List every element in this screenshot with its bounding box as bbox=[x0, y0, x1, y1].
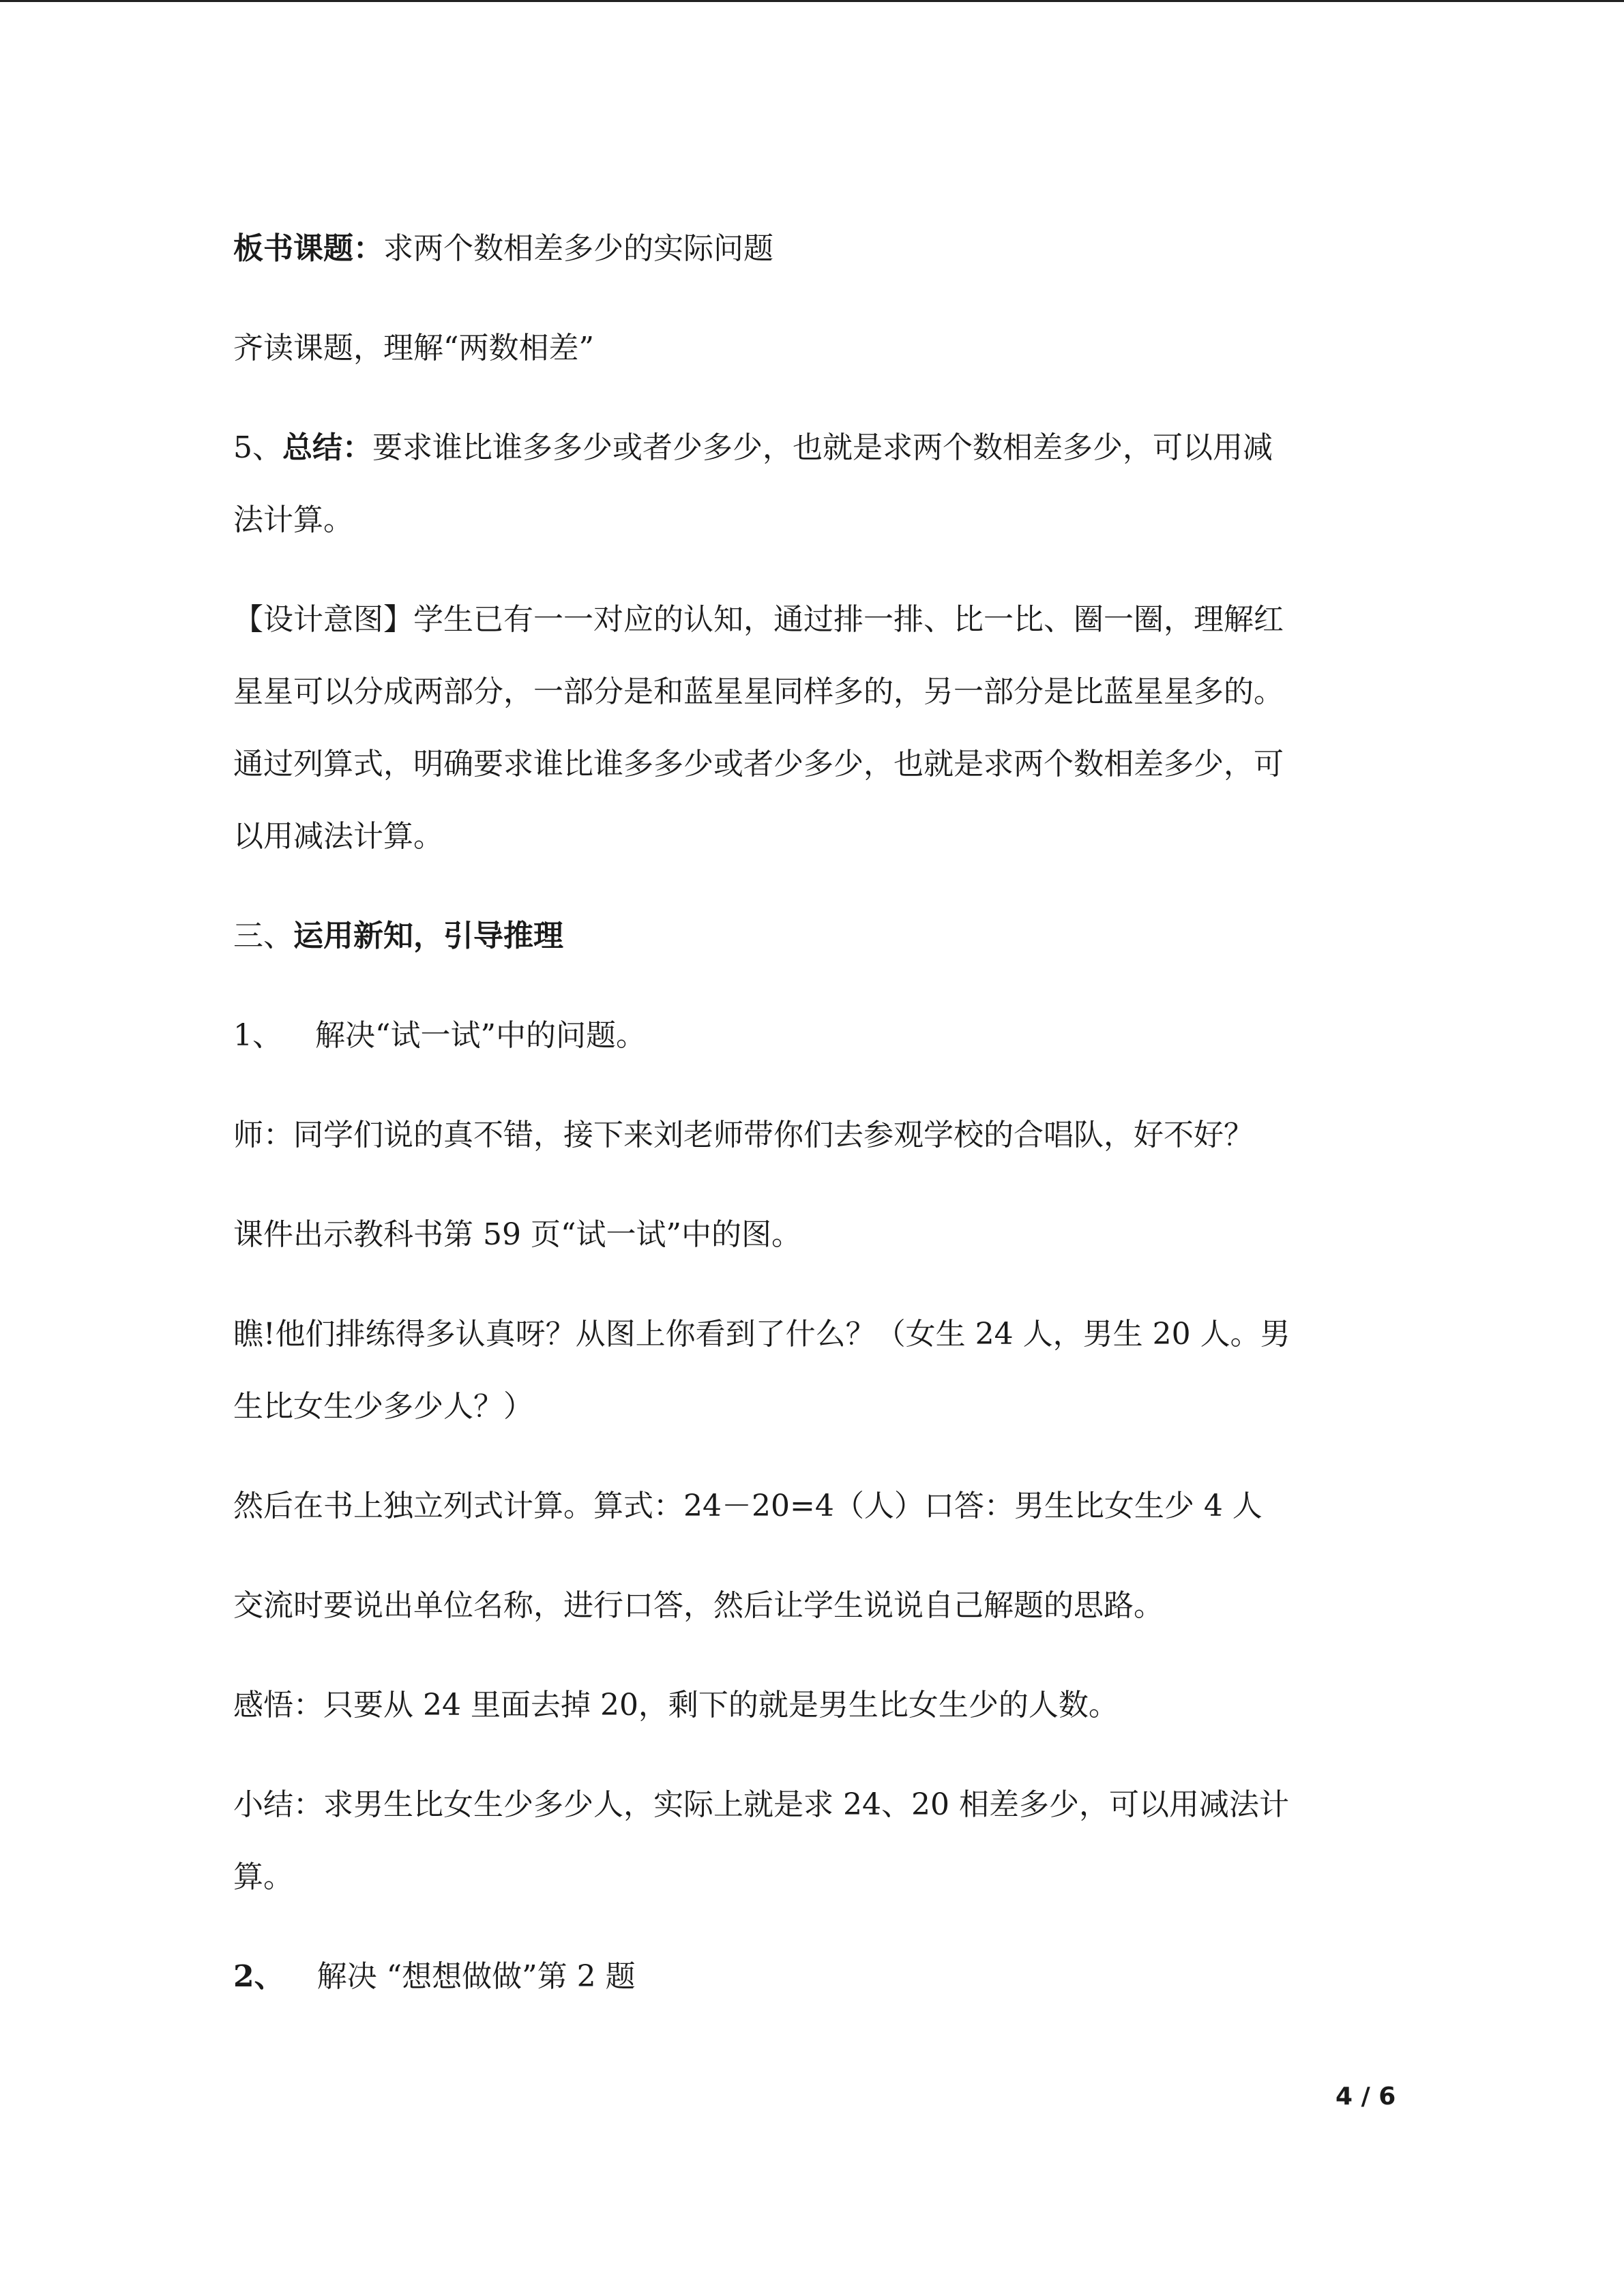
item-1-number: 1、 bbox=[233, 1018, 282, 1053]
paragraph-read-title: 齐读课题，理解“两数相差” bbox=[233, 331, 594, 366]
section-number: 三、 bbox=[233, 919, 293, 953]
section-title: 运用新知，引导推理 bbox=[293, 919, 563, 953]
paragraph-observe-line2: 生比女生少多少人？） bbox=[233, 1389, 533, 1424]
board-title-text: 求两个数相差多少的实际问题 bbox=[383, 231, 773, 266]
paragraph-conclusion-line2: 算。 bbox=[233, 1860, 293, 1894]
item-2-number: 2、 bbox=[233, 1959, 284, 1994]
item-2-heading bbox=[233, 1941, 1393, 2013]
paragraph-conclusion-line1: 小结：求男生比女生少多少人，实际上就是求 24、20 相差多少，可以用减法计 bbox=[233, 1787, 1289, 1822]
section-heading-3 bbox=[233, 900, 1393, 972]
paragraph-teacher-speech: 师：同学们说的真不错，接下来刘老师带你们去参观学校的合唱队，好不好？ bbox=[233, 1118, 1254, 1152]
top-border-rule bbox=[0, 0, 1624, 2]
paragraph-summary-line1 bbox=[233, 412, 1393, 484]
page-number: 4 / 6 bbox=[1335, 2083, 1396, 2111]
summary-number: 5、 bbox=[233, 430, 282, 465]
paragraph-exchange: 交流时要说出单位名称，进行口答，然后让学生说说自己解题的思路。 bbox=[233, 1588, 1164, 1623]
paragraph-design-intent-line4: 以用减法计算。 bbox=[233, 819, 443, 854]
summary-text: 要求谁比谁多多少或者少多少，也就是求两个数相差多少，可以用减 bbox=[372, 430, 1273, 465]
item-2-text: 解决 “想想做做”第 2 题 bbox=[316, 1959, 636, 1994]
paragraph-design-intent-line1: 【设计意图】学生已有一一对应的认知，通过排一排、比一比、圈一圈，理解红 bbox=[233, 602, 1284, 637]
paragraph-design-intent-line2: 星星可以分成两部分，一部分是和蓝星星同样多的，另一部分是比蓝星星多的。 bbox=[233, 674, 1284, 709]
document-body bbox=[233, 213, 1393, 2013]
paragraph-insight: 感悟：只要从 24 里面去掉 20，剩下的就是男生比女生少的人数。 bbox=[233, 1688, 1119, 1723]
paragraph-board-title bbox=[233, 213, 1393, 285]
paragraph-summary-line2: 法计算。 bbox=[233, 503, 353, 537]
item-1-text: 解决“试一试”中的问题。 bbox=[315, 1018, 646, 1053]
item-1-heading bbox=[233, 1000, 1393, 1072]
summary-label: 总结： bbox=[282, 430, 372, 465]
paragraph-design-intent-line3: 通过列算式，明确要求谁比谁多多少或者少多少，也就是求两个数相差多少，可 bbox=[233, 747, 1284, 781]
board-title-label: 板书课题： bbox=[233, 231, 383, 266]
paragraph-calculation: 然后在书上独立列式计算。算式：24－20=4（人）口答：男生比女生少 4 人 bbox=[233, 1489, 1263, 1523]
paragraph-courseware: 课件出示教科书第 59 页“试一试”中的图。 bbox=[233, 1217, 801, 1252]
paragraph-observe-line1: 瞧!他们排练得多认真呀？从图上你看到了什么？（女生 24 人，男生 20 人。男 bbox=[233, 1317, 1290, 1352]
